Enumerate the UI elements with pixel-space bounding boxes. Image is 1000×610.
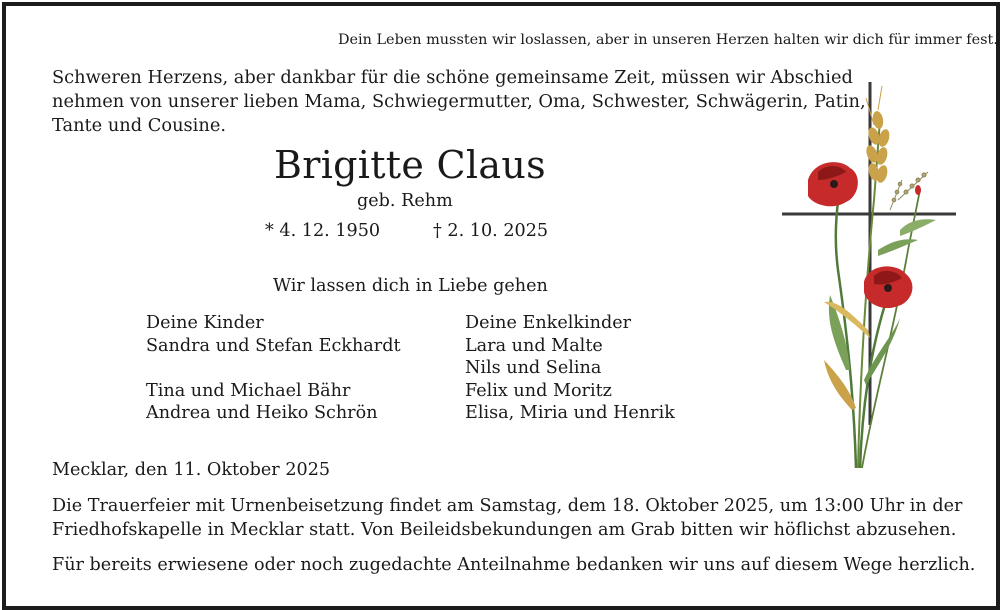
grandchildren-pair: Felix und Moritz <box>465 381 612 401</box>
place-and-date: Mecklar, den 11. Oktober 2025 <box>52 460 331 480</box>
deceased-name: Brigitte Claus <box>274 143 546 187</box>
motto-quote: Dein Leben mussten wir loslassen, aber in unseren Herzen halten wir dich für immer fest. <box>338 32 998 48</box>
birth-date: * 4. 12. 1950 <box>265 221 381 241</box>
children-heading: Deine Kinder <box>146 313 264 333</box>
child-couple: Tina und Michael Bähr <box>146 381 351 401</box>
farewell-line: Wir lassen dich in Liebe gehen <box>273 276 548 296</box>
grandchildren-pair: Nils und Selina <box>465 358 602 378</box>
death-date: † 2. 10. 2025 <box>433 221 549 241</box>
poppy-flower-lower <box>864 266 912 308</box>
thanks-line: Für bereits erwiesene oder noch zugedachte Anteilnahme bedanken wir uns auf diesem Wege herzlich. <box>52 555 976 575</box>
intro-line-3: Tante und Cousine. <box>52 115 226 136</box>
child-couple: Andrea und Heiko Schrön <box>146 403 378 423</box>
grandchildren-pair: Lara und Malte <box>465 336 603 356</box>
intro-line-2: nehmen von unserer lieben Mama, Schwiegermutter, Oma, Schwester, Schwägerin, Patin, <box>52 91 866 112</box>
grass-sprig <box>890 172 928 210</box>
child-couple: Sandra und Stefan Eckhardt <box>146 336 401 356</box>
poppy-bud <box>915 185 921 195</box>
maiden-name: geb. Rehm <box>357 191 453 211</box>
cross-with-poppies-illustration <box>778 80 958 472</box>
intro-line-1: Schweren Herzens, aber dankbar für die schöne gemeinsame Zeit, müssen wir Abschied <box>52 67 853 88</box>
grandchildren-heading: Deine Enkelkinder <box>465 313 632 333</box>
grandchildren-pair: Elisa, Miria und Henrik <box>465 403 675 423</box>
wheat-ear <box>864 86 891 184</box>
poppy-flower-upper <box>808 162 858 206</box>
funeral-line-1: Die Trauerfeier mit Urnenbeisetzung findet am Samstag, dem 18. Oktober 2025, um 13:00 Uhr in der <box>52 496 963 516</box>
funeral-line-2: Friedhofskapelle in Mecklar statt. Von Beileidsbekundungen am Grab bitten wir höflichst abzusehen. <box>52 520 957 540</box>
